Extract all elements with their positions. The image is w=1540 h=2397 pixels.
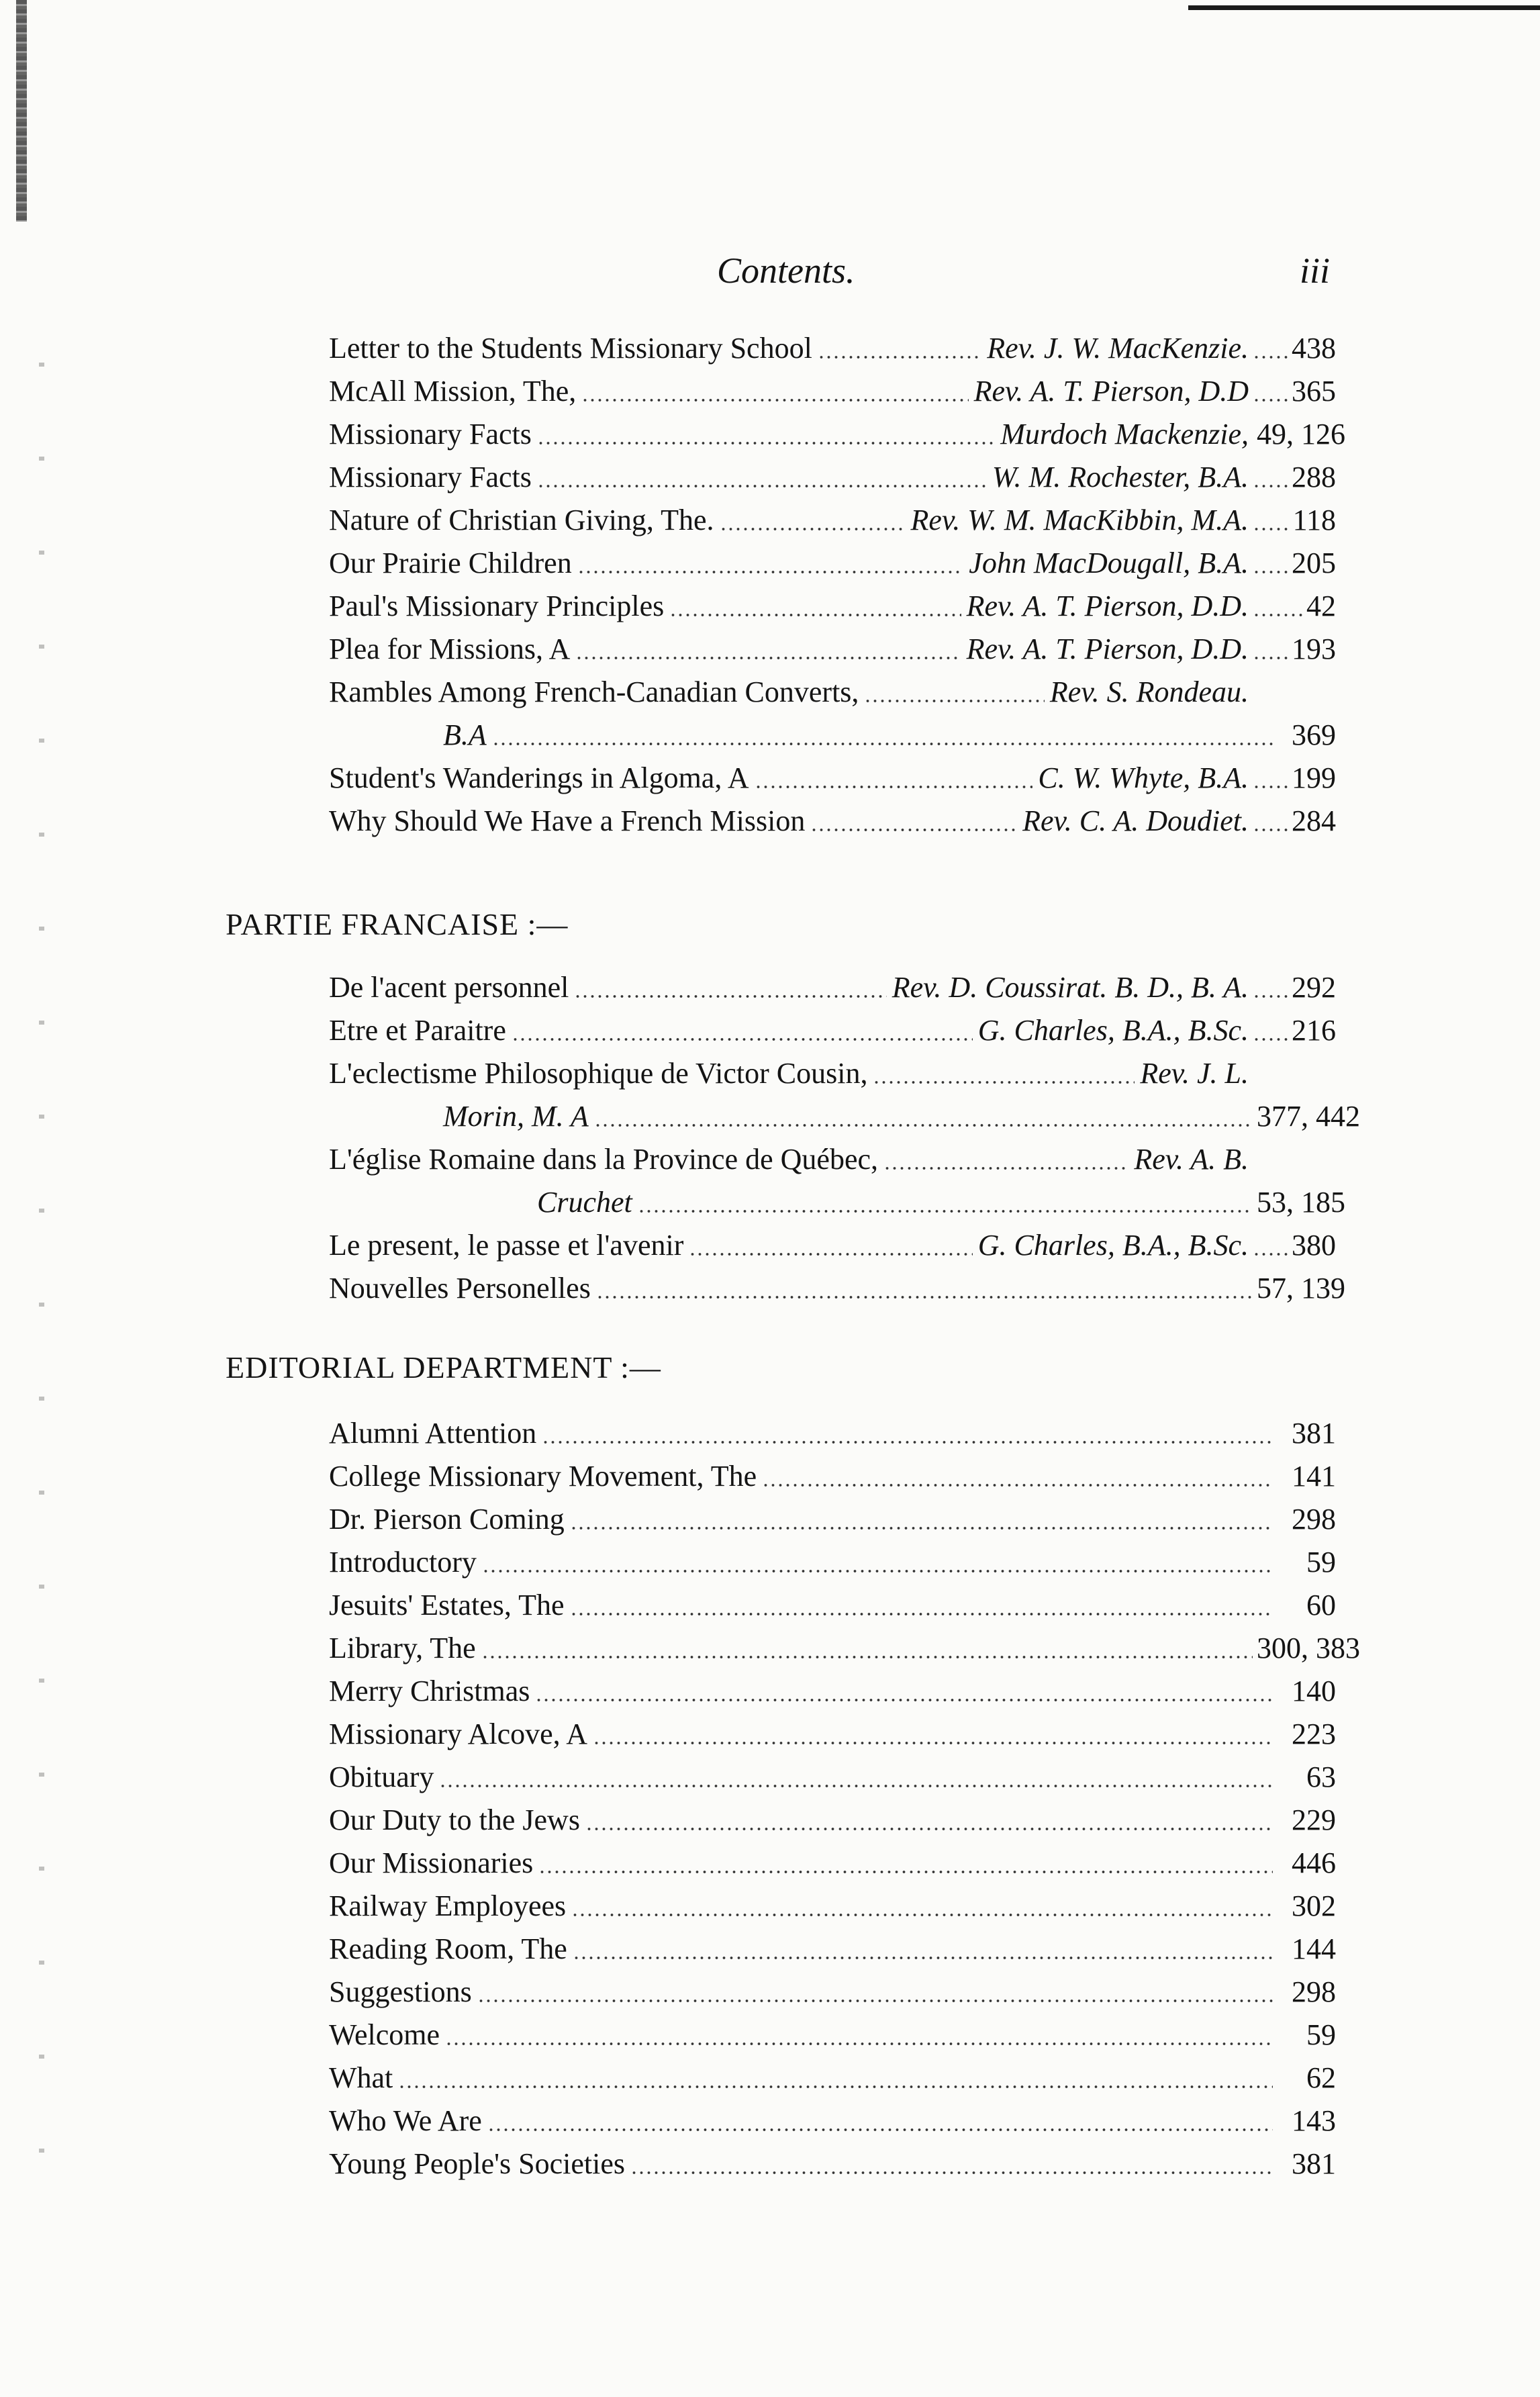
toc-entry <box>329 1095 1360 1138</box>
toc-entry <box>329 1224 1336 1267</box>
dot-leader <box>689 1252 972 1256</box>
top-rule <box>1188 5 1540 10</box>
toc-entry <box>329 966 1336 1009</box>
entry-title: De l'acent personnel <box>329 971 569 1004</box>
entry-title: B.A <box>443 718 487 751</box>
dot-leader <box>883 1166 1128 1170</box>
dot-leader <box>720 527 906 531</box>
dot-leader <box>1253 656 1288 660</box>
entry-author: G. Charles, B.A., B.Sc. <box>977 1229 1249 1262</box>
entry-title: Cruchet <box>537 1186 632 1219</box>
dot-leader <box>571 1913 1273 1917</box>
dot-leader <box>512 1037 973 1041</box>
dot-leader <box>1253 484 1288 488</box>
entry-author: Rev. A. T. Pierson, D.D. <box>966 590 1249 622</box>
entry-page-numbers: 302 <box>1292 1889 1336 1922</box>
entry-title: Missionary Facts <box>329 461 532 493</box>
entry-page-numbers: 53, 185 <box>1257 1186 1345 1219</box>
entry-title: Jesuits' Estates, The <box>329 1589 565 1621</box>
running-head-page-number: iii <box>1300 250 1331 291</box>
dot-leader <box>593 1741 1273 1745</box>
dot-leader <box>1253 994 1288 998</box>
dot-leader <box>537 441 995 445</box>
entry-page-numbers: 59 <box>1306 2018 1336 2051</box>
entry-page-numbers: 365 <box>1292 375 1336 408</box>
entry-title: Our Prairie Children <box>329 547 572 579</box>
entry-author: Rev. A. B. <box>1134 1143 1249 1176</box>
toc-entry <box>329 757 1336 800</box>
entry-page-numbers: 298 <box>1292 1503 1336 1536</box>
toc-entry <box>329 499 1336 542</box>
dot-leader <box>818 355 981 359</box>
entry-page-numbers: 62 <box>1306 2061 1336 2094</box>
entry-page-numbers: 369 <box>1292 718 1336 751</box>
entry-title: Plea for Missions, A <box>329 632 571 665</box>
entry-page-numbers: 118 <box>1292 504 1336 536</box>
entry-page-numbers: 446 <box>1292 1846 1336 1879</box>
toc-entry <box>329 370 1336 413</box>
entry-page-numbers: 381 <box>1292 1417 1336 1450</box>
entry-title: College Missionary Movement, The <box>329 1460 757 1493</box>
dot-leader <box>755 785 1033 789</box>
dot-leader <box>477 1999 1273 2003</box>
entry-page-numbers: 42 <box>1306 590 1336 622</box>
toc-entry <box>329 2057 1336 2100</box>
entry-title: Merry Christmas <box>329 1675 530 1707</box>
entry-title: Morin, M. A <box>443 1100 589 1133</box>
entry-page-numbers: 284 <box>1292 804 1336 837</box>
entry-title: Our Missionaries <box>329 1846 534 1879</box>
dot-leader <box>585 1827 1273 1831</box>
entry-author: G. Charles, B.A., B.Sc. <box>977 1014 1249 1047</box>
entry-page-numbers: 143 <box>1292 2104 1336 2137</box>
entry-title: Nouvelles Personelles <box>329 1272 591 1305</box>
toc-entry <box>329 1181 1345 1224</box>
entry-page-numbers: 60 <box>1306 1589 1336 1621</box>
entry-page-numbers: 63 <box>1306 1760 1336 1793</box>
entry-title: Paul's Missionary Principles <box>329 590 665 622</box>
entry-title: Why Should We Have a French Mission <box>329 804 806 837</box>
dot-leader <box>762 1483 1273 1487</box>
toc-entry <box>329 327 1336 370</box>
entry-title: Dr. Pierson Coming <box>329 1503 565 1536</box>
toc-entry <box>329 714 1336 757</box>
entry-title: Etre et Paraitre <box>329 1014 506 1047</box>
section-heading: EDITORIAL DEPARTMENT :— <box>226 1350 661 1384</box>
toc-entry <box>329 1541 1336 1584</box>
toc-entry <box>329 1584 1336 1627</box>
toc-entry <box>329 1885 1336 1928</box>
toc-entry <box>329 1009 1336 1052</box>
toc-entry <box>329 1138 1336 1181</box>
entry-page-numbers: 298 <box>1292 1975 1336 2008</box>
entries-list <box>329 327 1345 843</box>
dot-leader <box>581 398 968 402</box>
dot-leader <box>487 2128 1273 2132</box>
entry-title: Missionary Alcove, A <box>329 1718 587 1750</box>
dot-leader <box>398 2085 1273 2089</box>
entry-title: Missionary Facts <box>329 418 532 451</box>
dot-leader <box>1253 1037 1288 1041</box>
toc-entry <box>329 1971 1336 2014</box>
dot-leader <box>492 742 1273 746</box>
toc-entry <box>329 1455 1336 1498</box>
entry-page-numbers: 229 <box>1292 1803 1336 1836</box>
toc-entry <box>329 1799 1336 1842</box>
dot-leader <box>575 656 961 660</box>
entry-page-numbers: 141 <box>1292 1460 1336 1493</box>
entry-title: Who We Are <box>329 2104 482 2137</box>
dot-leader <box>542 1440 1273 1444</box>
dot-leader <box>1253 355 1288 359</box>
entry-author: Rev. A. T. Pierson, D.D <box>973 375 1249 408</box>
dot-leader <box>538 1870 1273 1874</box>
toc-entry <box>329 800 1336 843</box>
dot-leader <box>864 699 1045 703</box>
running-head-title: Contents. <box>717 250 855 291</box>
entry-author: Rev. W. M. MacKibbin, M.A. <box>910 504 1249 536</box>
entry-title: Young People's Societies <box>329 2147 626 2180</box>
toc-entry <box>329 456 1336 499</box>
entry-title: Railway Employees <box>329 1889 567 1922</box>
dot-leader <box>1253 785 1288 789</box>
entry-title: Rambles Among French-Canadian Converts, <box>329 675 859 708</box>
dot-leader <box>873 1080 1135 1084</box>
entry-title: Letter to the Students Missionary School <box>329 332 812 365</box>
toc-entry <box>329 1627 1360 1670</box>
entry-page-numbers: 223 <box>1292 1718 1336 1750</box>
dot-leader <box>594 1123 1253 1127</box>
entry-page-numbers: 49, 126 <box>1257 418 1345 451</box>
entry-title: What <box>329 2061 393 2094</box>
running-head <box>0 250 1540 297</box>
entry-author: Rev. S. Rondeau. <box>1049 675 1249 708</box>
entry-title: Le present, le passe et l'avenir <box>329 1229 684 1262</box>
toc-entry <box>329 1498 1336 1541</box>
toc-entry <box>329 1267 1345 1310</box>
dot-leader <box>669 613 961 617</box>
dot-leader <box>630 2171 1273 2175</box>
entry-title: Our Duty to the Jews <box>329 1803 580 1836</box>
toc-entry <box>329 671 1336 714</box>
toc-entry <box>329 1670 1336 1713</box>
entry-page-numbers: 140 <box>1292 1675 1336 1707</box>
dot-leader <box>577 570 964 574</box>
entry-title: Reading Room, The <box>329 1932 567 1965</box>
toc-entry <box>329 542 1336 585</box>
entry-page-numbers: 380 <box>1292 1229 1336 1262</box>
toc-entry <box>329 2014 1336 2057</box>
entry-author: W. M. Rochester, B.A. <box>992 461 1249 493</box>
dot-leader <box>596 1295 1253 1299</box>
entry-title: Library, The <box>329 1632 476 1664</box>
entry-title: Introductory <box>329 1546 477 1579</box>
toc-entry <box>329 413 1345 456</box>
dot-leader <box>1253 527 1289 531</box>
dot-leader <box>1253 570 1288 574</box>
entry-page-numbers: 193 <box>1292 632 1336 665</box>
dot-leader <box>1253 398 1288 402</box>
entry-author: Rev. D. Coussirat. B. D., B. A. <box>892 971 1249 1004</box>
dot-leader <box>574 994 886 998</box>
entry-page-numbers: 199 <box>1292 761 1336 794</box>
toc-entry <box>329 1412 1336 1455</box>
dot-leader <box>1253 1252 1288 1256</box>
entry-title: L'eclectisme Philosophique de Victor Cousin, <box>329 1057 868 1090</box>
toc-entry <box>329 628 1336 671</box>
binding-edge-mark <box>16 0 27 222</box>
entry-page-numbers: 438 <box>1292 332 1336 365</box>
dot-leader <box>482 1569 1273 1573</box>
entry-page-numbers: 144 <box>1292 1932 1336 1965</box>
toc-entry <box>329 1713 1336 1756</box>
entry-author: Murdoch Mackenzie, <box>1000 418 1249 451</box>
entry-title: Suggestions <box>329 1975 472 2008</box>
entry-title: Nature of Christian Giving, The. <box>329 504 714 536</box>
entry-author: Rev. J. L. <box>1140 1057 1249 1090</box>
entry-page-numbers: 292 <box>1292 971 1336 1004</box>
entry-author: John MacDougall, B.A. <box>969 547 1249 579</box>
dot-leader <box>439 1784 1273 1788</box>
dot-leader <box>573 1956 1273 1960</box>
entry-title: Welcome <box>329 2018 440 2051</box>
entry-title: L'église Romaine dans la Province de Québec, <box>329 1143 878 1176</box>
dot-leader <box>537 484 987 488</box>
entry-title: Student's Wanderings in Algoma, A <box>329 761 749 794</box>
margin-specks <box>39 322 44 2202</box>
toc-entry <box>329 1842 1336 1885</box>
dot-leader <box>1253 828 1288 832</box>
dot-leader <box>638 1209 1253 1213</box>
dot-leader <box>481 1655 1253 1659</box>
entry-page-numbers: 300, 383 <box>1257 1632 1360 1664</box>
toc-entry <box>329 1756 1336 1799</box>
dot-leader <box>1253 613 1302 617</box>
toc-entry <box>329 2100 1336 2143</box>
toc-entry <box>329 1928 1336 1971</box>
entry-title: Alumni Attention <box>329 1417 537 1450</box>
dot-leader <box>535 1698 1273 1702</box>
entry-page-numbers: 205 <box>1292 547 1336 579</box>
entry-author: Rev. C. A. Doudiet. <box>1022 804 1249 837</box>
toc-entry <box>329 2143 1336 2186</box>
entry-page-numbers: 288 <box>1292 461 1336 493</box>
entry-page-numbers: 377, 442 <box>1257 1100 1360 1133</box>
toc-entry <box>329 1052 1336 1095</box>
toc-entry <box>329 585 1336 628</box>
entry-page-numbers: 381 <box>1292 2147 1336 2180</box>
dot-leader <box>570 1526 1273 1530</box>
entry-page-numbers: 216 <box>1292 1014 1336 1047</box>
entry-page-numbers: 59 <box>1306 1546 1336 1579</box>
entry-page-numbers: 57, 139 <box>1257 1272 1345 1305</box>
dot-leader <box>445 2042 1273 2046</box>
entry-author: C. W. Whyte, B.A. <box>1038 761 1249 794</box>
entry-title: Obituary <box>329 1760 434 1793</box>
dot-leader <box>570 1612 1273 1616</box>
entry-author: Rev. J. W. MacKenzie. <box>987 332 1249 365</box>
entry-title: McAll Mission, The, <box>329 375 577 408</box>
entry-author: Rev. A. T. Pierson, D.D. <box>966 632 1249 665</box>
entries-list <box>329 966 1360 1310</box>
entries-list <box>329 1412 1360 2186</box>
section-heading: PARTIE FRANCAISE :— <box>226 907 569 941</box>
dot-leader <box>810 828 1017 832</box>
